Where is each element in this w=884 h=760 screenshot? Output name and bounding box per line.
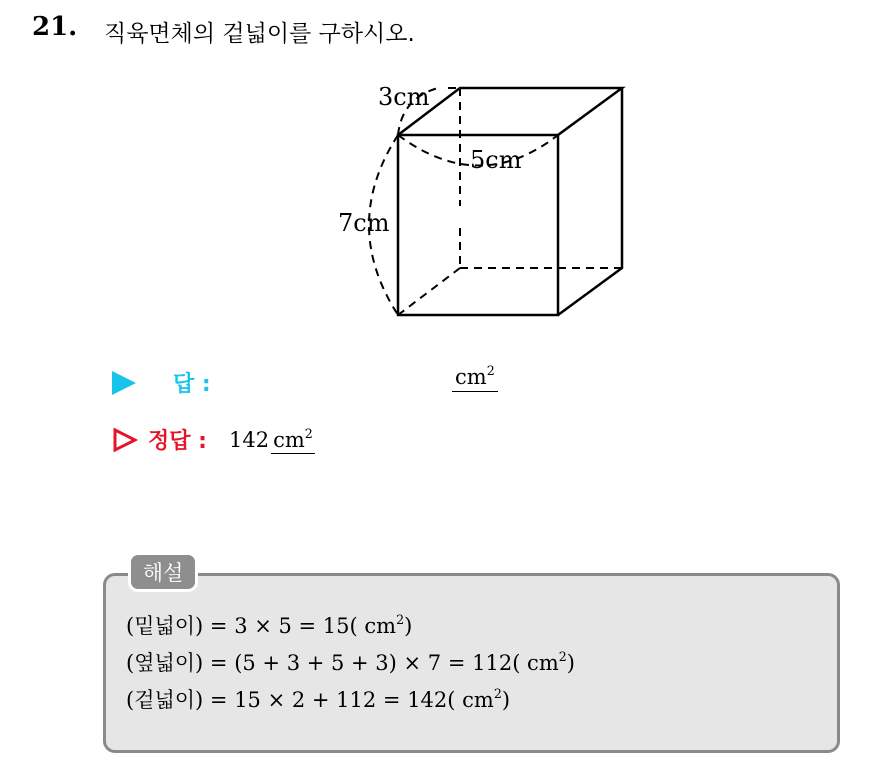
answer-row bbox=[112, 367, 211, 398]
solution-line-close: ) bbox=[566, 651, 575, 675]
correct-answer-label: 정답 : bbox=[148, 429, 207, 454]
correct-unit-base: cm bbox=[273, 427, 305, 452]
solution-line-exponent: 2 bbox=[558, 649, 567, 665]
correct-number: 142 bbox=[228, 427, 270, 452]
solution-line-exponent: 2 bbox=[396, 612, 405, 628]
correct-unit bbox=[271, 425, 315, 454]
solution-line-base-area bbox=[126, 608, 575, 645]
question-number: 21. bbox=[32, 12, 78, 42]
label-width: 5cm bbox=[470, 146, 522, 174]
label-height: 7cm bbox=[338, 209, 390, 237]
solution-line-exponent: 2 bbox=[493, 686, 502, 702]
answer-blank[interactable] bbox=[452, 364, 498, 392]
solution-line-text: (옆넓이) = (5 + 3 + 5 + 3) × 7 = 112( cm bbox=[126, 651, 559, 675]
hidden-edge-diagonal bbox=[398, 268, 460, 315]
question-text: 직육면체의 겉넓이를 구하시오. bbox=[104, 21, 415, 47]
cuboid-figure bbox=[330, 78, 630, 323]
solution-line-text: (밑넓이) = 3 × 5 = 15( cm bbox=[126, 614, 397, 638]
solution-line-text: (겉넓이) = 15 × 2 + 112 = 142( cm bbox=[126, 688, 494, 712]
solution-tab: 해설 bbox=[128, 552, 198, 592]
label-depth: 3cm bbox=[378, 83, 430, 111]
answer-unit: cm bbox=[455, 365, 487, 389]
solution-line-close: ) bbox=[501, 688, 511, 712]
play-arrow-icon bbox=[112, 371, 136, 395]
solution-line-side-area bbox=[126, 645, 575, 682]
solution-line-close: ) bbox=[404, 614, 413, 638]
right-face-edges bbox=[558, 88, 622, 315]
solution-lines bbox=[126, 608, 575, 719]
correct-answer-value bbox=[228, 425, 315, 452]
solution-line-surface-area bbox=[126, 682, 575, 719]
correct-answer-row bbox=[112, 424, 315, 455]
answer-unit-exponent: 2 bbox=[486, 363, 495, 379]
outline-play-arrow-icon bbox=[112, 427, 138, 453]
correct-unit-exponent: 2 bbox=[304, 425, 313, 441]
top-face-edges bbox=[398, 88, 622, 135]
answer-label: 답 : bbox=[173, 372, 211, 397]
